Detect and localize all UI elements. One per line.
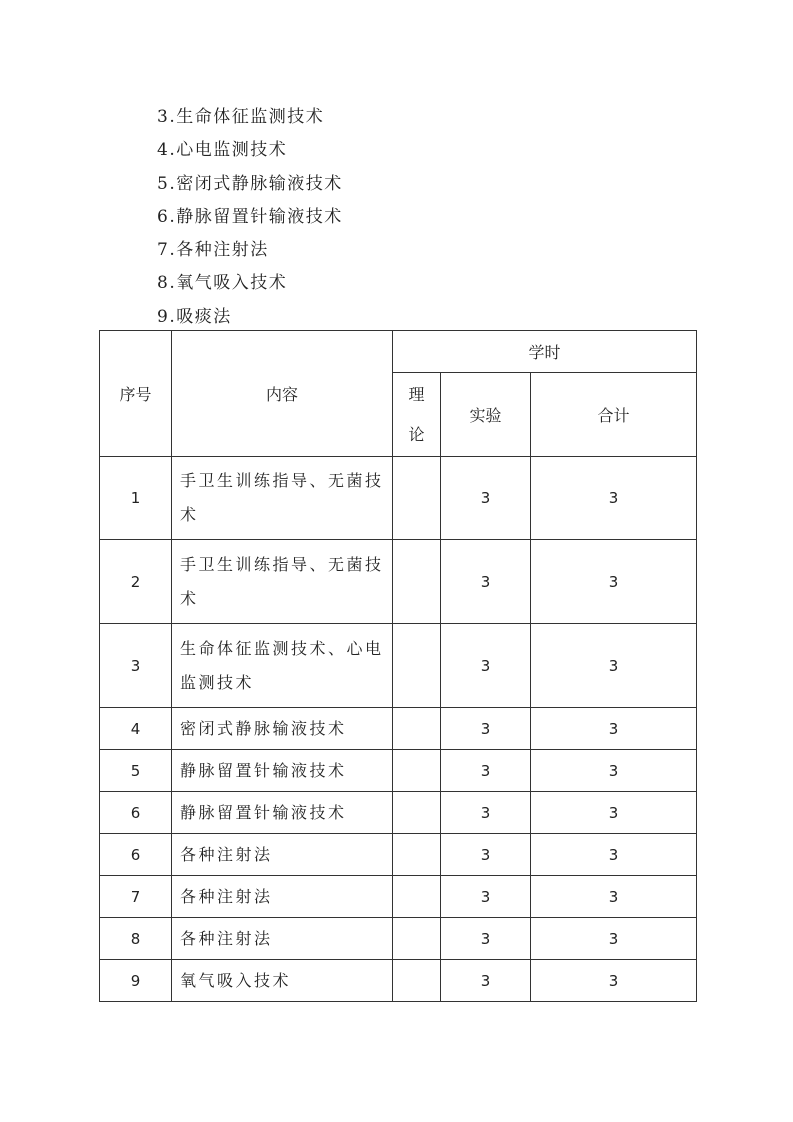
cell-total: 3 (531, 792, 697, 834)
cell-seq: 5 (100, 750, 172, 792)
cell-practice: 3 (441, 960, 531, 1002)
table-row (100, 457, 697, 540)
cell-total: 3 (531, 918, 697, 960)
table-row (100, 918, 697, 960)
cell-theory (393, 457, 441, 540)
cell-theory (393, 750, 441, 792)
cell-total: 3 (531, 834, 697, 876)
cell-seq: 6 (100, 792, 172, 834)
cell-seq: 4 (100, 708, 172, 750)
cell-theory (393, 540, 441, 624)
table-row (100, 834, 697, 876)
cell-seq: 1 (100, 457, 172, 540)
cell-practice: 3 (441, 750, 531, 792)
list-item: 9.吸痰法 (157, 306, 232, 327)
cell-practice: 3 (441, 708, 531, 750)
hours-table (99, 330, 697, 1002)
header-practice: 实验 (441, 373, 531, 457)
cell-theory (393, 834, 441, 876)
list-item: 7.各种注射法 (157, 240, 269, 261)
cell-theory (393, 708, 441, 750)
cell-content: 氧气吸入技术 (172, 960, 393, 1002)
cell-content: 各种注射法 (172, 876, 393, 918)
cell-seq: 7 (100, 876, 172, 918)
cell-content: 生命体征监测技术、心电监测技术 (172, 624, 393, 708)
cell-theory (393, 960, 441, 1002)
cell-content: 各种注射法 (172, 834, 393, 876)
cell-practice: 3 (441, 918, 531, 960)
cell-total: 3 (531, 540, 697, 624)
cell-total: 3 (531, 960, 697, 1002)
cell-theory (393, 624, 441, 708)
table-row (100, 792, 697, 834)
table-row (100, 540, 697, 624)
list-item: 8.氧气吸入技术 (157, 273, 288, 294)
cell-total: 3 (531, 708, 697, 750)
list-item: 3.生命体征监测技术 (157, 107, 325, 127)
cell-theory (393, 918, 441, 960)
cell-content: 密闭式静脉输液技术 (172, 708, 393, 750)
cell-total: 3 (531, 876, 697, 918)
table-row (100, 876, 697, 918)
cell-seq: 6 (100, 834, 172, 876)
header-content: 内容 (172, 331, 393, 457)
list-item: 5.密闭式静脉输液技术 (157, 173, 343, 194)
cell-seq: 9 (100, 960, 172, 1002)
list-item: 6.静脉留置针输液技术 (157, 206, 343, 227)
cell-practice: 3 (441, 834, 531, 876)
cell-theory (393, 876, 441, 918)
cell-theory (393, 792, 441, 834)
cell-practice: 3 (441, 876, 531, 918)
cell-content: 手卫生训练指导、无菌技术 (172, 540, 393, 624)
header-hours: 学时 (393, 331, 697, 373)
table-row (100, 960, 697, 1002)
cell-seq: 3 (100, 624, 172, 708)
cell-practice: 3 (441, 457, 531, 540)
cell-content: 手卫生训练指导、无菌技术 (172, 457, 393, 540)
cell-practice: 3 (441, 792, 531, 834)
table-row (100, 624, 697, 708)
cell-practice: 3 (441, 624, 531, 708)
cell-seq: 8 (100, 918, 172, 960)
cell-content: 各种注射法 (172, 918, 393, 960)
cell-seq: 2 (100, 540, 172, 624)
header-seq: 序号 (100, 331, 172, 457)
item-list (157, 101, 343, 334)
cell-content: 静脉留置针输液技术 (172, 792, 393, 834)
header-total: 合计 (531, 373, 697, 457)
cell-total: 3 (531, 624, 697, 708)
cell-total: 3 (531, 457, 697, 540)
header-theory: 理论 (393, 373, 441, 457)
table-row (100, 750, 697, 792)
table-row (100, 708, 697, 750)
cell-total: 3 (531, 750, 697, 792)
cell-content: 静脉留置针输液技术 (172, 750, 393, 792)
list-item: 4.心电监测技术 (157, 140, 288, 161)
cell-practice: 3 (441, 540, 531, 624)
